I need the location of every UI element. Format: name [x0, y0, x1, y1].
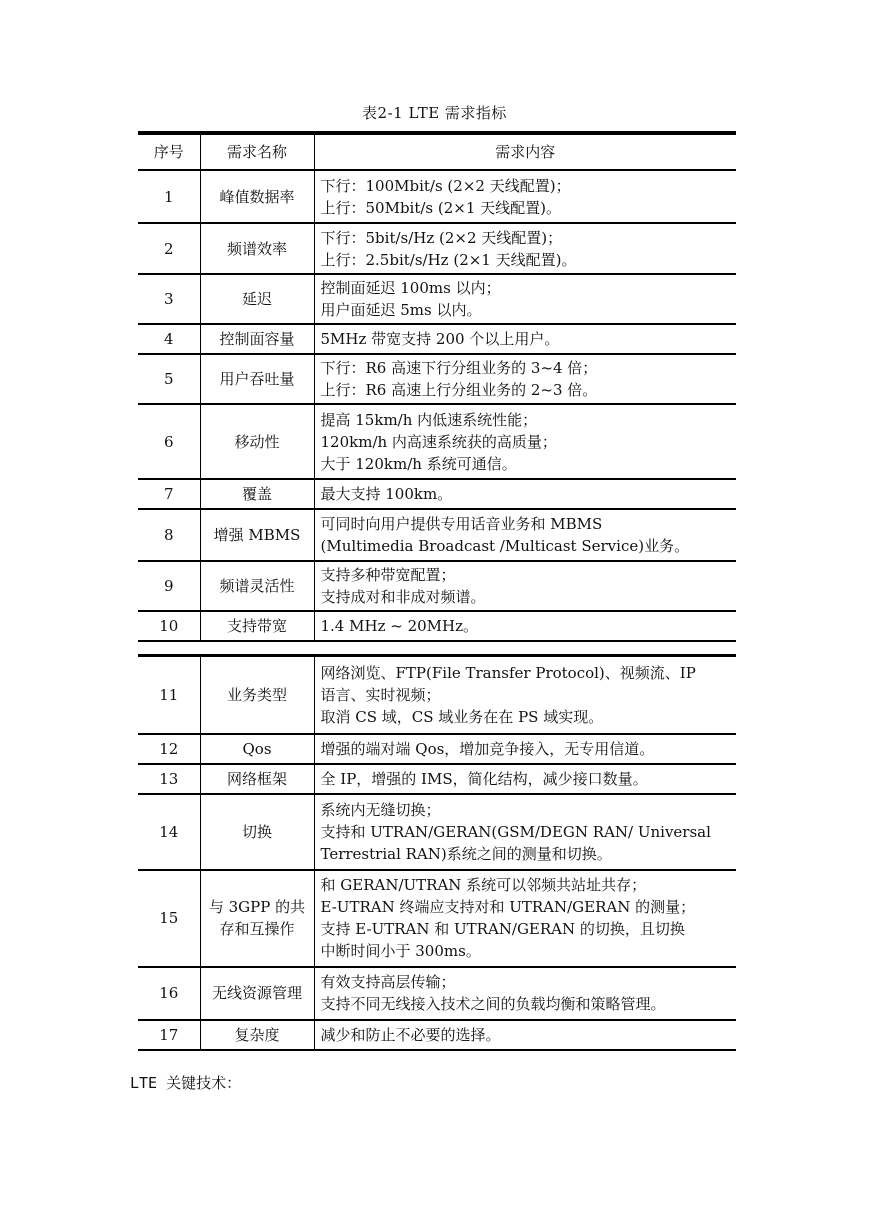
requirement-name: 控制面容量: [200, 324, 314, 354]
row-number: 17: [138, 1020, 200, 1050]
content-line: 下行：5bit/s/Hz (2×2 天线配置)；: [320, 228, 563, 247]
content-line: 支持多种带宽配置；: [320, 566, 456, 584]
requirement-name: 复杂度: [200, 1020, 314, 1050]
table-row: [138, 404, 736, 479]
table-header-row: [138, 133, 736, 170]
table-row: [138, 656, 736, 734]
content-line: Terrestrial RAN)系统之间的测量和切换。: [320, 844, 612, 863]
content-line: 上行：R6 高速上行分组业务的 2~3 倍。: [320, 381, 598, 399]
table-row: [138, 734, 736, 764]
row-number: 7: [138, 479, 200, 509]
table-row: [138, 509, 736, 561]
requirement-name: 覆盖: [200, 479, 314, 509]
requirement-content: [314, 404, 736, 479]
requirement-content: [314, 170, 736, 223]
requirement-content: [314, 561, 736, 611]
table-row: [138, 967, 736, 1020]
requirement-content: [314, 1020, 736, 1050]
table-row: [138, 870, 736, 967]
content-line: 下行：100Mbit/s (2×2 天线配置)；: [320, 176, 571, 195]
requirement-content: [314, 734, 736, 764]
table-row: [138, 561, 736, 611]
content-line: 有效支持高层传输；: [320, 973, 456, 991]
table-row: [138, 170, 736, 223]
table-row: [138, 794, 736, 870]
row-number: 16: [138, 967, 200, 1020]
content-line: 支持不同无线接入技术之间的负载均衡和策略管理。: [320, 995, 666, 1013]
requirement-name: 切换: [200, 794, 314, 870]
requirement-content: [314, 274, 736, 324]
requirement-content: [314, 509, 736, 561]
row-number: 15: [138, 870, 200, 967]
requirement-content: [314, 354, 736, 404]
requirement-name: 峰值数据率: [200, 170, 314, 223]
header-content: 需求内容: [314, 133, 736, 170]
requirement-content: [314, 967, 736, 1020]
header-name: 需求名称: [200, 133, 314, 170]
table-row: [138, 223, 736, 274]
requirement-name: Qos: [200, 734, 314, 764]
content-line: 网络浏览、FTP(File Transfer Protocol)、视频流、IP: [320, 663, 696, 682]
content-line: 用户面延迟 5ms 以内。: [320, 301, 482, 319]
content-line: 取消 CS 域，CS 域业务在在 PS 域实现。: [320, 707, 604, 726]
content-line: 最大支持 100km。: [320, 485, 453, 503]
content-line: 上行：50Mbit/s (2×1 天线配置)。: [320, 198, 562, 217]
requirement-name: 用户吞吐量: [200, 354, 314, 404]
table-row: [138, 324, 736, 354]
requirement-name: 频谱灵活性: [200, 561, 314, 611]
content-line: 减少和防止不必要的选择。: [320, 1025, 501, 1044]
requirement-name: 网络框架: [200, 764, 314, 794]
row-number: 2: [138, 223, 200, 274]
table-row: [138, 1020, 736, 1050]
content-line: 和 GERAN/UTRAN 系统可以邻频共站址共存；: [320, 876, 647, 894]
content-line: 控制面延迟 100ms 以内；: [320, 279, 501, 297]
row-number: 9: [138, 561, 200, 611]
requirement-content: [314, 479, 736, 509]
content-line: 可同时向用户提供专用话音业务和 MBMS: [320, 515, 603, 533]
content-line: (Multimedia Broadcast /Multicast Service)业务。: [320, 537, 690, 555]
row-number: 1: [138, 170, 200, 223]
content-line: 语言、实时视频；: [320, 685, 441, 704]
row-number: 4: [138, 324, 200, 354]
row-number: 13: [138, 764, 200, 794]
content-line: 大于 120km/h 系统可通信。: [320, 454, 517, 473]
row-number: 6: [138, 404, 200, 479]
requirements-table-part-2: [138, 654, 736, 1051]
requirement-content: [314, 611, 736, 641]
row-number: 8: [138, 509, 200, 561]
content-line: 支持 E-UTRAN 和 UTRAN/GERAN 的切换，且切换: [320, 920, 685, 938]
requirement-name: 无线资源管理: [200, 967, 314, 1020]
content-line: E-UTRAN 终端应支持对和 UTRAN/GERAN 的测量；: [320, 898, 696, 916]
content-line: 系统内无缝切换；: [320, 800, 441, 819]
content-line: 提高 15km/h 内低速系统性能；: [320, 410, 538, 429]
table-row: [138, 354, 736, 404]
table-row: [138, 274, 736, 324]
row-number: 14: [138, 794, 200, 870]
row-number: 5: [138, 354, 200, 404]
header-seq: 序号: [138, 133, 200, 170]
requirement-name: 频谱效率: [200, 223, 314, 274]
requirement-name: 与 3GPP 的共存和互操作: [200, 870, 314, 967]
requirement-content: [314, 656, 736, 734]
content-line: 5MHz 带宽支持 200 个以上用户。: [320, 330, 560, 348]
content-line: 1.4 MHz ~ 20MHz。: [320, 617, 479, 635]
content-line: 增强的端对端 Qos，增加竞争接入，无专用信道。: [320, 739, 655, 758]
row-number: 12: [138, 734, 200, 764]
requirement-content: [314, 764, 736, 794]
content-line: 支持成对和非成对频谱。: [320, 588, 486, 606]
content-line: 120km/h 内高速系统获的高质量；: [320, 432, 557, 451]
requirement-name: 增强 MBMS: [200, 509, 314, 561]
requirement-content: [314, 324, 736, 354]
requirement-name: 延迟: [200, 274, 314, 324]
requirement-content: [314, 870, 736, 967]
content-line: 中断时间小于 300ms。: [320, 942, 481, 960]
row-number: 10: [138, 611, 200, 641]
content-line: 上行：2.5bit/s/Hz (2×1 天线配置)。: [320, 250, 577, 269]
table-caption: 表2-1 LTE 需求指标: [362, 104, 507, 122]
requirement-name: 支持带宽: [200, 611, 314, 641]
table-row: [138, 611, 736, 641]
row-number: 3: [138, 274, 200, 324]
table-row: [138, 764, 736, 794]
requirement-name: 移动性: [200, 404, 314, 479]
content-line: 全 IP，增强的 IMS，简化结构，减少接口数量。: [320, 769, 648, 788]
requirement-content: [314, 223, 736, 274]
content-line: 支持和 UTRAN/GERAN(GSM/DEGN RAN/ Universal: [320, 822, 711, 841]
requirement-name: 业务类型: [200, 656, 314, 734]
row-number: 11: [138, 656, 200, 734]
requirement-content: [314, 794, 736, 870]
table-row: [138, 479, 736, 509]
requirements-table-part-1: [138, 131, 736, 642]
section-heading: LTE 关键技术：: [130, 1074, 242, 1092]
content-line: 下行：R6 高速下行分组业务的 3~4 倍；: [320, 359, 598, 377]
